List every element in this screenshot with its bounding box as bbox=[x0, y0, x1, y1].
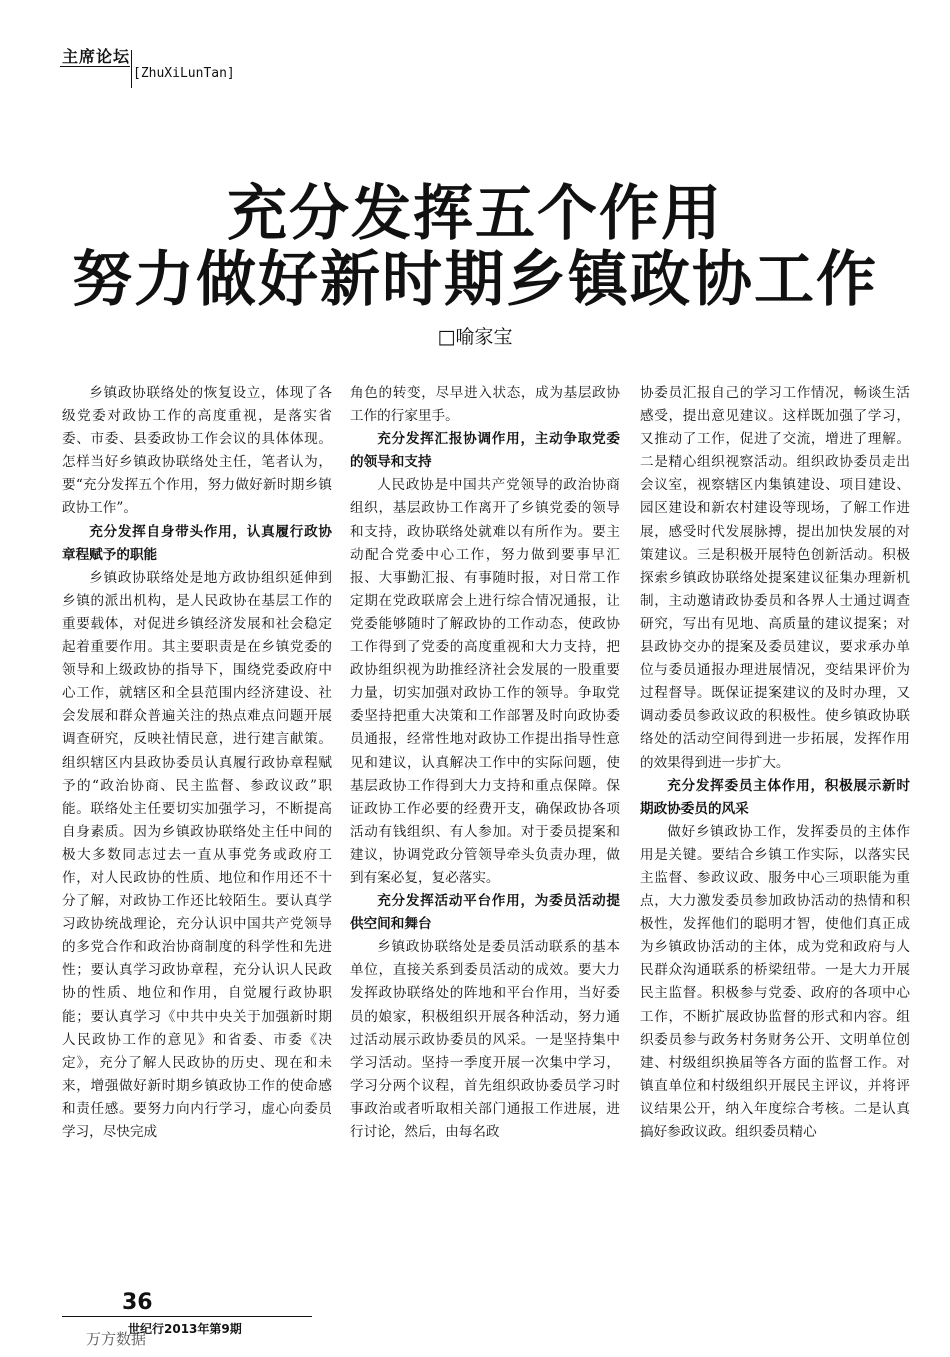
section-heading: 充分发挥汇报协调作用，主动争取党委的领导和支持 bbox=[350, 431, 620, 471]
author-byline: □喻家宝 bbox=[437, 326, 513, 348]
section-heading: 充分发挥活动平台作用，为委员活动提供空间和舞台 bbox=[350, 893, 620, 933]
section-heading: 充分发挥委员主体作用，积极展示新时期政协委员的风采 bbox=[640, 777, 910, 817]
header-divider bbox=[60, 66, 130, 67]
body-paragraph: 乡镇政协联络处的恢复设立，体现了各级党委对政协工作的高度重视，是落实省委、市委、县委政协工作会议的具体体现。怎样当好乡镇政协联络处主任，笔者认为，要“充分发挥五个作用，努力做好新时期乡镇政协工作”。 bbox=[62, 385, 332, 517]
body-paragraph: 角色的转变，尽早进入状态，成为基层政协工作的行家里手。 bbox=[350, 385, 620, 425]
journal-issue: 世纪行2013年第9期 bbox=[128, 1322, 242, 1336]
column-title-pinyin: [ZhuXiLunTan] bbox=[133, 66, 235, 81]
body-paragraph: 协委员汇报自己的学习工作情况，畅谈生活感受，提出意见建议。这样既加强了学习，又推动了工作，促进了交流，增进了理解。二是精心组织视察活动。组织政协委员走出会议室，视察辖区内集镇建设、项目建设、园区建设和新农村建设等现场，了解工作进展，感受时代发展脉搏，提出加快发展的对策建议。三是积极开展特色创新活动。积极探索乡镇政协联络处提案建议征集办理新机制，主动邀请政协委员和各界人士通过调查研究，写出有见地、高质量的建议提案；对县政协交办的提案及委员建议，要求承办单位与委员通报办理进展情况，变结果评价为过程督导。既保证提案建议的及时办理，又调动委员参政议政的积极性。使乡镇政协联络处的活动空间得到进一步拓展，发挥作用的效果得到进一步扩大。 bbox=[640, 385, 910, 771]
section-heading: 充分发挥自身带头作用，认真履行政协章程赋予的职能 bbox=[62, 523, 332, 563]
body-paragraph: 人民政协是中国共产党领导的政治协商组织，基层政协工作离开了乡镇党委的领导和支持，政协联络处就难以有所作为。要主动配合党委中心工作，努力做到要事早汇报、大事勤汇报、有事随时报，对日常工作定期在党政联席会上进行综合情况通报，让党委能够随时了解政协的工作动态，使政协工作得到了党委的高度重视和大力支持，把政协组织视为助推经济社会发展的一股重要力量，切实加强对政协工作的领导。争取党委坚持把重大决策和工作部署及时向政协委员通报，经常性地对政协工作提出指导性意见和建议，认真解决工作中的实际问题，使基层政协工作得到大力支持和重点保障。保证政协工作必要的经费开支，确保政协各项活动有钱组织、有人参加。对于委员提案和建议，协调党政分管领导牵头负责办理，做到有案必复，复必落实。 bbox=[350, 477, 620, 886]
header-vertical-divider bbox=[131, 50, 132, 88]
body-column-3 bbox=[640, 382, 910, 1144]
body-column-2 bbox=[350, 382, 620, 1144]
article-title-line-1: 充分发挥五个作用 bbox=[227, 179, 723, 249]
body-column-1 bbox=[62, 382, 332, 1144]
column-title: 主席论坛 bbox=[62, 47, 131, 66]
body-paragraph: 做好乡镇政协工作，发挥委员的主体作用是关键。要结合乡镇工作实际，以落实民主监督、参政议政、服务中心三项职能为重点，大力激发委员参加政协活动的热情和积极性，发挥他们的聪明才智，使他们真正成为乡镇政协活动的主体，成为党和政府与人民群众沟通联系的桥梁纽带。一是大力开展民主监督。积极参与党委、政府的各项中心工作，不断扩展政协监督的形式和内容。组织委员参与政务村务财务公开、文明单位创建、村级组织换届等各方面的监督工作。对镇直单位和村级组织开展民主评议，并将评议结果公开，纳入年度综合考核。二是认真搞好参政议政。组织委员精心 bbox=[640, 823, 910, 1140]
article-title-line-2: 努力做好新时期乡镇政协工作 bbox=[72, 245, 878, 315]
watermark-text: 万方数据 bbox=[86, 1330, 147, 1348]
body-paragraph: 乡镇政协联络处是地方政协组织延伸到乡镇的派出机构，是人民政协在基层工作的重要载体，对促进乡镇经济发展和社会稳定起着重要作用。其主要职责是在乡镇党委的领导和上级政协的指导下，围绕党委政府中心工作，就辖区和全县范围内经济建设、社会发展和群众普遍关注的热点难点问题开展调查研究，反映社情民意，进行建言献策。组织辖区内县政协委员认真履行政协章程赋予的“政治协商、民主监督、参政议政”职能。联络处主任要切实加强学习，不断提高自身素质。因为乡镇政协联络处主任中间的极大多数同志过去一直从事党务或政府工作，对人民政协的性质、地位和作用还不十分了解，对政协工作还比较陌生。要认真学习政协统战理论，充分认识中国共产党领导的多党合作和政治协商制度的科学性和先进性；要认真学习政协章程，充分认识人民政协的性质、地位和作用，自觉履行政协职能；要认真学习《中共中央关于加强新时期人民政协工作的意见》和省委、市委《决定》，充分了解人民政协的历史、现在和未来，增强做好新时期乡镇政协工作的使命感和责任感。要努力向内行学习，虚心向委员学习，尽快完成 bbox=[62, 569, 332, 1140]
footer-divider bbox=[62, 1316, 312, 1317]
body-paragraph: 乡镇政协联络处是委员活动联系的基本单位，直接关系到委员活动的成效。要大力发挥政协联络处的阵地和平台作用，当好委员的娘家，积极组织开展各种活动，努力通过活动展示政协委员的风采。一是坚持集中学习活动。坚持一季度开展一次集中学习，学习分两个议程，首先组织政协委员学习时事政治或者听取相关部门通报工作进展，进行讨论，然后，由每名政 bbox=[350, 939, 620, 1140]
page-number: 36 bbox=[122, 1290, 153, 1315]
